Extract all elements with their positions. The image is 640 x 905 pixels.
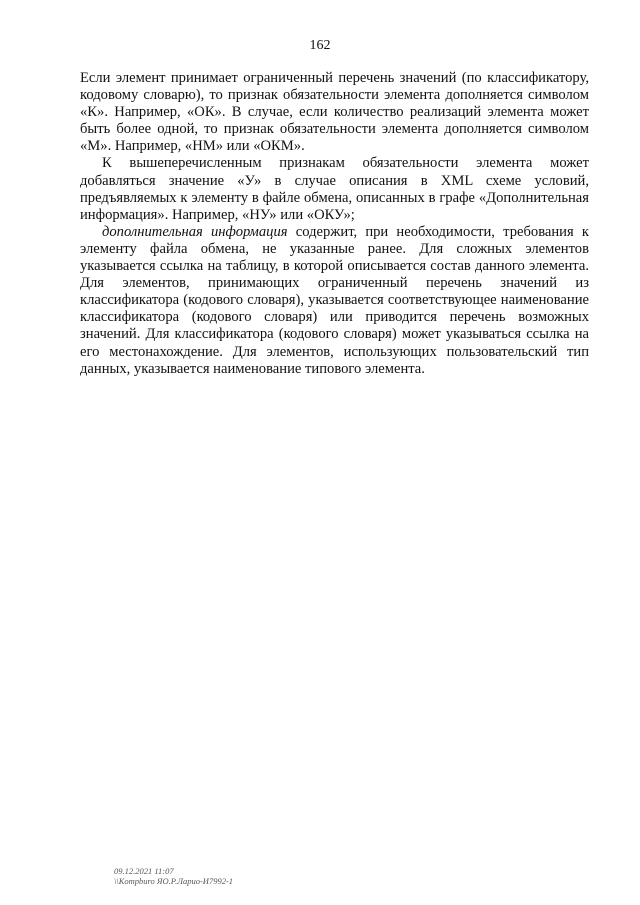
footer-date: 09.12.2021 11:07	[114, 866, 174, 876]
footer-source: \\Kompburo ЯО.Р.Ларио-И7992-1	[114, 876, 234, 886]
paragraph-classifier: Если элемент принимает ограниченный перечень значений (по классификатору, кодовому словарю), то признак обязательности элемента дополняется символом «К». Например, «ОК». В случае, если количество реализаций элемента может быть более одной, то признак обязательности элемента дополняется символом «М». Например, «НМ» или «ОКМ».	[80, 70, 589, 155]
paragraph-additional-info	[80, 224, 589, 378]
paragraph-condition-flag: К вышеперечисленным признакам обязательности элемента может добавляться значение «У» в случае описания в XML схеме условий, предъявляемых к элементу в файле обмена, описанных в графе «Дополнительная информация». Например, «НУ» или «ОКУ»;	[80, 155, 589, 223]
page-number: 162	[309, 38, 331, 53]
additional-info-text: содержит, при необходимости, требования к элементу файла обмена, не указанные ранее. Для сложных элементов указывается ссылка на таблицу, в которой описывается состав данного элемента. Для элементов, принимающих ограниченный перечень значений из классификатора (кодового словаря), указывается соответствующее наименование классификатора (кодового словаря) или приводится перечень возможных значений. Для классификатора (кодового словаря) может указываться ссылка на его местонахождение. Для элементов, использующих пользовательский тип данных, указывается наименование типового элемента.	[80, 223, 589, 377]
footer-stamp	[114, 866, 233, 886]
term-additional-info: дополнительная информация	[102, 223, 288, 240]
document-body	[80, 70, 589, 378]
